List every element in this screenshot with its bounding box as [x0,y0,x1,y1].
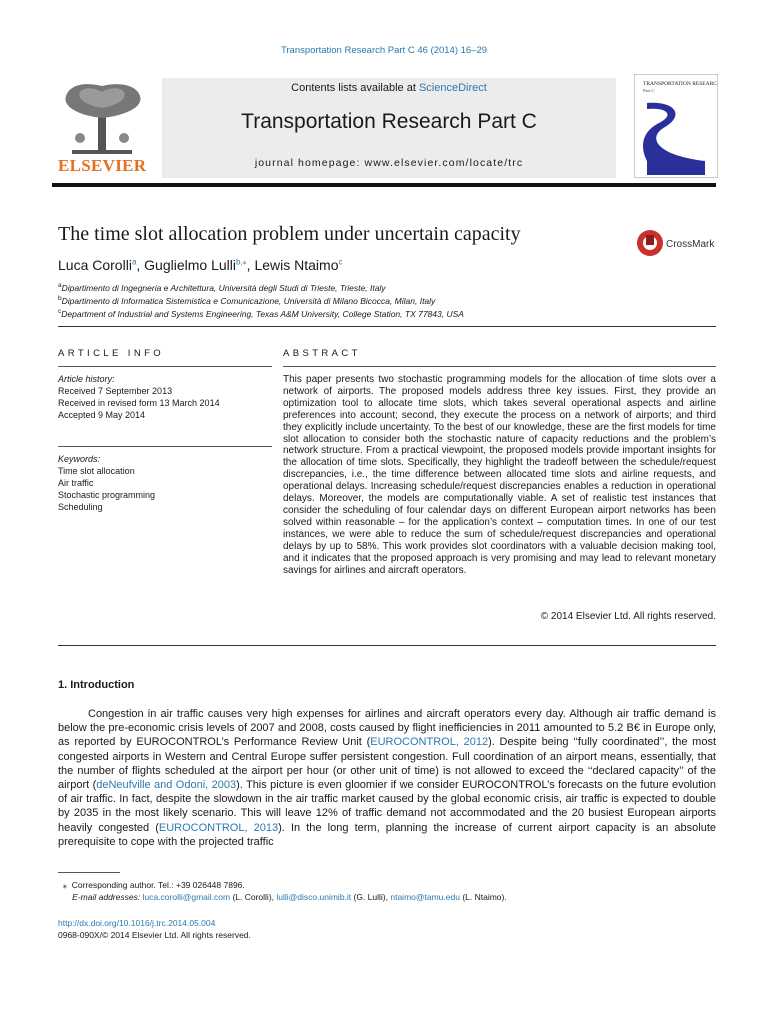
keywords [58,453,155,513]
footnotes [58,879,507,903]
citation-link[interactable]: EUROCONTROL, 2013 [158,821,279,834]
journal-homepage [162,157,616,169]
issn-line: 0968-090X/© 2014 Elsevier Ltd. All rights reserved. [58,930,251,940]
elsevier-wordmark: ELSEVIER [58,156,147,175]
keyword: Air traffic [58,478,94,488]
keyword: Time slot allocation [58,466,135,476]
email-owner: (L. Ntaimo). [459,892,507,902]
divider [58,326,716,327]
contents-prefix: Contents lists available at [291,82,419,94]
corresponding-author-text: Corresponding author. Tel.: +39 026448 7896. [71,880,245,890]
journal-cover-thumbnail[interactable] [634,74,718,178]
divider [283,366,716,367]
keywords-label: Keywords: [58,454,101,464]
author-affil-mark[interactable]: c [338,257,343,267]
cover-subtitle: Part C [643,88,655,93]
introduction-heading: 1. Introduction [58,679,135,691]
affiliation-text: Dipartimento di Ingegneria e Architettura, Università degli Studi di Trieste, Trieste, Italy [61,282,386,293]
sciencedirect-link[interactable]: ScienceDirect [418,82,487,94]
crossmark-label: CrossMark [666,239,715,250]
contents-line [162,82,616,94]
article-info-heading: ARTICLE INFO [58,348,165,359]
intro-text: ). In the long term, planning the increase of current airport capacity is an absolute prerequisite to cope with the projected traffic [58,821,716,848]
doi-link[interactable]: http://dx.doi.org/10.1016/j.trc.2014.05.004 [58,918,216,928]
affiliation-mark: c [58,308,62,315]
keyword: Stochastic programming [58,490,156,500]
email-link[interactable]: luca.corolli@gmail.com [142,892,231,902]
abstract-heading: ABSTRACT [283,348,361,359]
email-link[interactable]: lulli@disco.unimib.it [276,892,352,902]
header-rule [52,183,716,187]
journal-title: Transportation Research Part C [241,110,537,133]
author-name[interactable]: Guglielmo Lulli [144,257,236,273]
author-name[interactable]: Lewis Ntaimo [254,257,339,273]
doi-block [58,917,251,941]
email-addresses [58,891,507,903]
affiliation-text: Dipartimento di Informatica Sistemistica e Comunicazione, Università di Milano Bicocca, Milan, Italy [61,295,436,306]
abstract-text: This paper presents two stochastic programming models for the allocation of time slots over a network of airports. The proposed models address three key issues. First, they provide an optimization tool to allocate time slots, which takes several operational aspects and airline preferences into account; second, they execute the process on a network of airports; and third they explicitly include uncertainty. To the best of our knowledge, these are the first models for time slot allocation to consider both the stochastic nature of capacity reductions and the problem’s network structure. From a practical viewpoint, the proposed models provide important insights for the allocation of time slots. Specifically, they highlight the tradeoff between the schedule/request discrepancies, i.e., the time difference between allocated time slots and airline requests, and operational delays. Increasing schedule/request discrepancies enables a reduction in operational delays. Moreover, the models are computationally viable. A set of realistic test instances that consider the scheduling of four calendar days on different European airport networks has been solved within reasonable – for the application’s context – computation times. In one of our test instances, we were able to reduce the sum of schedule/request discrepancies and operational delays by up to 58%. This work provides slot coordinators with a valuable decision making tool, and it indicates that the proposed approach is very promising and may lead to relevant monetary savings for airlines and aircraft operators. [283,374,716,576]
intro-text: Congestion in air traffic causes very high expenses for airlines and aircraft operators every day. Although air traffic demand is below the pre-economic crisis levels of 2007 and 2008, costs caused by flight inefficiencies in 2011 amounted to 5.2 B€ in Europe only, as reported by EUROCONTROL’s Performance Review Unit ( [58,708,716,749]
author-affil-mark[interactable]: b,⁎ [236,257,247,267]
email-link[interactable]: ntaimo@tamu.edu [390,892,460,902]
citation-link[interactable]: EUROCONTROL, 2012 [370,736,489,749]
divider [58,366,272,367]
journal-reference[interactable]: Transportation Research Part C 46 (2014) 16–29 [280,45,488,56]
divider [58,446,272,447]
abstract-copyright: © 2014 Elsevier Ltd. All rights reserved. [540,611,716,622]
history-item: Received 7 September 2013 [58,386,173,396]
affiliation-mark: b [58,295,62,302]
intro-text: ). Despite being ‘‘fully coordinated’’, the most congested airports in Western and Central Europe suffer persistent congestion. Full coordination of an airport means, essentially, that the number of flights scheduled at the airport per hour (or other unit of time) is not allowed to exceed the ‘‘declared capacity’’ of the airport ( [58,736,716,792]
homepage-url[interactable]: www.elsevier.com/locate/trc [364,157,524,169]
intro-text: ). This picture is even gloomier if we consider EUROCONTROL’s forecasts on the future evolution of air traffic. In fact, despite the slowdown in the air traffic market caused by the global economic crisis, air traffic is expected to double by 2035 in the most likely scenario. This will leave 12% of traffic demand not accommodated and the 20 busiest European airports heavily congested ( [58,779,716,834]
paper-title: The time slot allocation problem under uncertain capacity [58,223,521,245]
email-label: E-mail addresses: [72,892,141,902]
affiliation [58,295,435,306]
affiliation-mark: a [58,282,62,289]
cover-title: TRANSPORTATION RESEARCH [643,81,717,87]
affiliation-text: Department of Industrial and Systems Engineering, Texas A&M University, College Station, TX 77843, USA [61,308,464,319]
affiliation [58,282,386,293]
footnote-mark: ⁎ [62,880,67,890]
affiliation [58,308,464,319]
article-history [58,373,220,421]
keyword: Scheduling [58,502,103,512]
email-owner: (L. Corolli), [230,892,277,902]
history-item: Received in revised form 13 March 2014 [58,398,220,408]
citation-link[interactable]: deNeufville and Odoni, 2003 [96,779,237,792]
author-name[interactable]: Luca Corolli [58,257,132,273]
footnote-rule [58,872,120,873]
history-label: Article history: [58,374,115,384]
homepage-prefix: journal homepage: [254,157,365,169]
crossmark-badge[interactable] [636,229,720,257]
divider [58,645,716,646]
corresponding-author-note [58,879,507,891]
introduction-paragraph [58,707,716,849]
author-list: Luca Corolli$^a$, Guglielmo Lulli$^{b,⁎}$, Lewis Ntaimo$^c$ [58,257,343,273]
author-affil-mark[interactable]: a [131,257,137,267]
history-item: Accepted 9 May 2014 [58,410,146,420]
email-owner: (G. Lulli), [351,892,391,902]
